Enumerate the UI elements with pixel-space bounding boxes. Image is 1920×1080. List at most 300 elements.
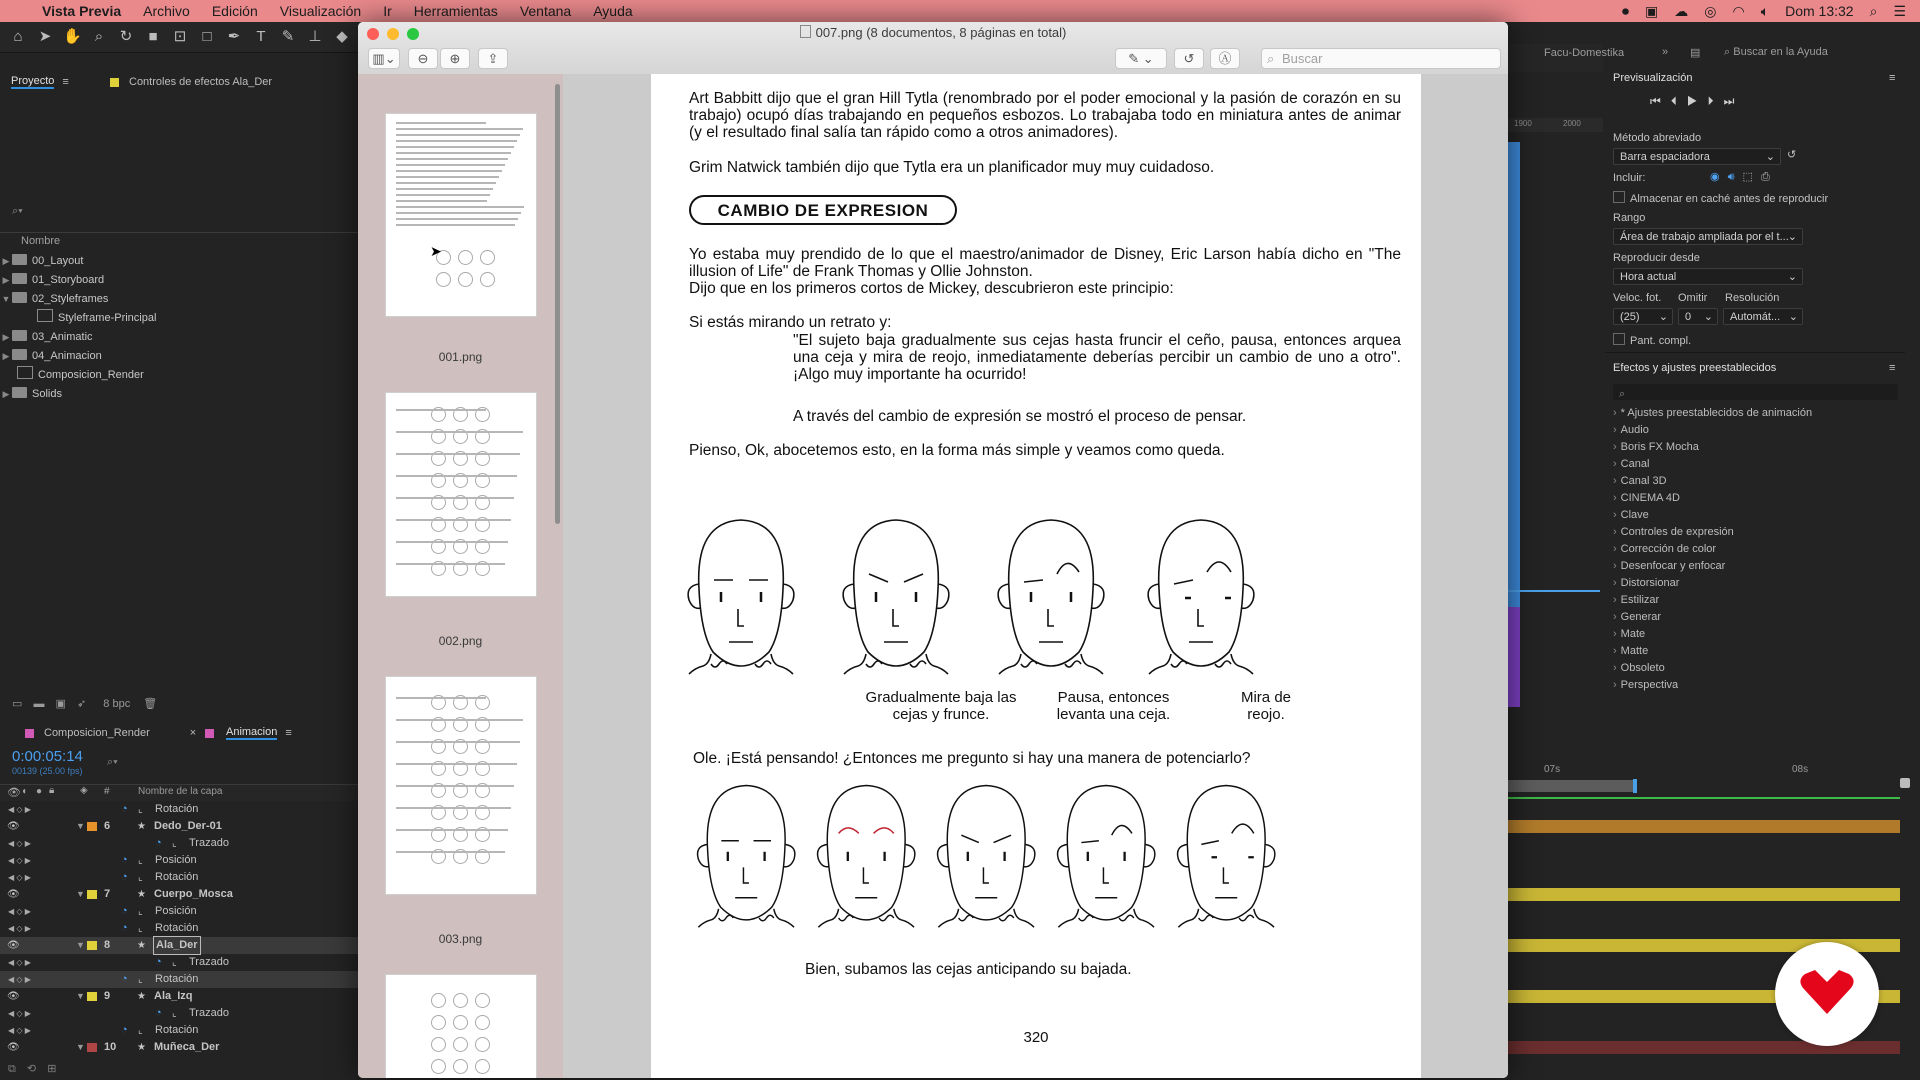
- graph-icon[interactable]: ⌞: [138, 923, 143, 934]
- markup-toolbar-button[interactable]: [1210, 48, 1240, 69]
- brush-tool-icon[interactable]: ✎: [281, 28, 295, 45]
- search-placeholder: Buscar: [1282, 51, 1323, 66]
- interpret-footage-icon[interactable]: ▭: [12, 698, 23, 710]
- effect-category[interactable]: [1613, 575, 1679, 592]
- checkbox[interactable]: [1613, 191, 1625, 203]
- layer-name[interactable]: Ala_Izq: [154, 990, 193, 1002]
- effect-category[interactable]: [1613, 660, 1665, 677]
- layer-row[interactable]: [0, 937, 358, 954]
- range-select[interactable]: [1613, 228, 1803, 245]
- text-line: [396, 763, 517, 765]
- text-line: [396, 697, 486, 699]
- comp-tab-render[interactable]: [25, 722, 196, 744]
- clock[interactable]: Dom 13:32: [1785, 3, 1854, 19]
- timeline-search-icon[interactable]: ⌕▾: [107, 756, 118, 768]
- hand-tool-icon[interactable]: ✋: [63, 28, 82, 45]
- work-area-bar[interactable]: [1508, 780, 1635, 792]
- menu-archivo[interactable]: Archivo: [143, 3, 190, 19]
- text-line: [396, 785, 514, 787]
- layer-name[interactable]: Muñeca_Der: [154, 1041, 220, 1053]
- zoom-out-button[interactable]: [408, 48, 438, 69]
- panel-menu-icon[interactable]: ≡: [1889, 362, 1896, 374]
- effect-category-label: Distorsionar: [1620, 577, 1680, 589]
- ae-tools-bar: [0, 22, 360, 53]
- fps-select[interactable]: [1613, 308, 1673, 325]
- layer-name[interactable]: Dedo_Der-01: [154, 820, 222, 832]
- graph-icon[interactable]: ⌞: [172, 838, 177, 849]
- face-sketch: [431, 1037, 446, 1052]
- effect-category[interactable]: [1613, 626, 1645, 643]
- export-icon[interactable]: ⎙: [1760, 171, 1778, 183]
- chevron-right-icon: ›: [1613, 475, 1617, 487]
- face-drawing: [1051, 780, 1161, 940]
- project-item[interactable]: ▶ Solids: [2, 388, 62, 400]
- search-icon: ⌕: [1267, 51, 1275, 66]
- layer-name-header[interactable]: Nombre de la capa: [138, 786, 223, 797]
- project-item-label: Solids: [32, 388, 62, 400]
- stopwatch-icon[interactable]: ◔: [121, 1024, 128, 1036]
- preview-panel-title: Previsualización: [1613, 72, 1693, 84]
- panel-menu-icon[interactable]: ≡: [285, 727, 292, 739]
- text-line: [396, 563, 505, 565]
- document-icon: [800, 25, 811, 38]
- zoom-in-button[interactable]: [440, 48, 470, 69]
- toggle-switches-icon[interactable]: ⟲: [26, 1063, 37, 1075]
- face-caption: Gradualmente baja las cejas y frunce.: [865, 689, 1017, 723]
- composition-icon: [17, 366, 33, 379]
- graph-icon[interactable]: ⌞: [138, 974, 143, 985]
- face-drawing: [811, 780, 921, 940]
- property-row[interactable]: [0, 852, 358, 869]
- keyframe-nav-icon[interactable]: ◀ ◇ ▶: [8, 1009, 31, 1018]
- property-row[interactable]: [0, 971, 358, 988]
- first-frame-icon[interactable]: ⏮: [1650, 94, 1671, 108]
- label-color-swatch[interactable]: [87, 992, 97, 1001]
- skip-select[interactable]: [1678, 308, 1718, 325]
- face-sketch: [453, 1059, 468, 1074]
- chevron-down-icon: ⌄: [1787, 231, 1797, 243]
- fps-label: Veloc. fot.: [1613, 292, 1662, 304]
- shape-layer-icon: ★: [137, 821, 146, 832]
- project-item[interactable]: ▼ 02_Styleframes: [1, 293, 109, 305]
- text-line: [396, 158, 508, 160]
- property-row[interactable]: [0, 1005, 358, 1022]
- property-row[interactable]: [0, 835, 358, 852]
- display-icon[interactable]: ▣: [1645, 2, 1659, 19]
- keyframe-nav-icon[interactable]: ◀ ◇ ▶: [8, 907, 31, 916]
- stopwatch-icon[interactable]: ◔: [155, 956, 162, 968]
- text-line: [396, 497, 514, 499]
- workspace-label[interactable]: Facu-Domestika: [1544, 47, 1625, 59]
- project-item-label: 03_Animatic: [32, 331, 93, 343]
- property-name: Posición: [155, 905, 197, 917]
- zoom-in-icon: ⊕: [449, 51, 461, 66]
- cache-label: Almacenar en caché antes de reproducir: [1630, 193, 1829, 205]
- project-item-label: Styleframe-Principal: [58, 312, 157, 324]
- graph-icon[interactable]: ⌞: [138, 804, 143, 815]
- property-name: Trazado: [189, 837, 229, 849]
- sync-icon[interactable]: ◎: [1704, 2, 1717, 19]
- help-search[interactable]: [1724, 46, 1828, 59]
- effects-search-input[interactable]: [1613, 384, 1898, 400]
- prev-frame-icon[interactable]: ⏴: [1670, 94, 1687, 108]
- stamp-tool-icon[interactable]: ⊥: [308, 28, 322, 45]
- text-line: [396, 218, 518, 220]
- face-drawing: [931, 780, 1041, 940]
- stopwatch-icon[interactable]: ◔: [121, 973, 128, 985]
- reset-icon[interactable]: ↺: [1787, 149, 1797, 161]
- pen-icon: ✎ ⌄: [1128, 51, 1154, 66]
- face-sketch: [480, 250, 495, 265]
- markup-button[interactable]: [1115, 48, 1167, 69]
- visibility-icon[interactable]: 👁︎: [7, 1042, 20, 1053]
- text-line: [396, 224, 515, 226]
- window-title-text: 007.png (8 documentos, 8 páginas en total): [815, 25, 1067, 40]
- creative-cloud-icon[interactable]: ☁: [1674, 2, 1689, 19]
- home-icon[interactable]: ⌂: [13, 28, 23, 45]
- menu-edicion[interactable]: Edición: [211, 3, 258, 19]
- notification-center-icon[interactable]: ☰: [1893, 2, 1906, 19]
- effect-category[interactable]: [1613, 473, 1667, 490]
- trash-icon[interactable]: 🗑︎: [143, 698, 158, 710]
- menubar: [0, 0, 1920, 22]
- layer-duration-bar[interactable]: [1505, 820, 1900, 833]
- sidebar-toggle-button[interactable]: [368, 48, 400, 69]
- keyframe-nav-icon[interactable]: ◀ ◇ ▶: [8, 856, 31, 865]
- face-sketch: [475, 1037, 490, 1052]
- visibility-icon[interactable]: 👁︎: [7, 787, 21, 799]
- property-name: Posición: [155, 854, 197, 866]
- time-mark: 07s: [1544, 764, 1561, 775]
- panel-menu-icon[interactable]: ≡: [62, 76, 69, 88]
- share-icon: ⇪: [487, 51, 499, 66]
- text-line: [396, 851, 505, 853]
- face-sketch: [431, 993, 446, 1008]
- text-line: [396, 829, 508, 831]
- property-row[interactable]: [0, 1022, 358, 1039]
- camera-tool-icon[interactable]: ■: [148, 28, 158, 45]
- comp-tab-label: Composicion_Render: [44, 727, 150, 739]
- render-time-icon[interactable]: ⊞: [47, 1063, 57, 1075]
- solo-icon[interactable]: ●: [36, 786, 43, 797]
- face-sketch: [475, 1015, 490, 1030]
- layer-number: 7: [104, 888, 111, 900]
- property-row[interactable]: [0, 954, 358, 971]
- chevron-right-icon: ›: [1613, 458, 1617, 470]
- chevron-right-icon: ›: [1613, 509, 1617, 521]
- pen-tool-icon[interactable]: ✒: [227, 28, 241, 45]
- video-icon[interactable]: ◉: [1710, 171, 1728, 183]
- text-line: [396, 475, 517, 477]
- face-caption: Mira de reojo.: [1240, 689, 1292, 723]
- face-sketch: [436, 272, 451, 287]
- property-row[interactable]: [0, 869, 358, 886]
- lock-icon[interactable]: 🔒︎: [49, 785, 55, 796]
- text-line: [396, 140, 517, 142]
- face-sketch: [453, 1015, 468, 1030]
- menu-herramientas[interactable]: Herramientas: [413, 3, 498, 19]
- timecode-display[interactable]: 0:00:05:14: [12, 748, 83, 765]
- stopwatch-icon[interactable]: ◔: [121, 854, 128, 866]
- shortcut-select[interactable]: [1613, 148, 1781, 165]
- effect-category[interactable]: [1613, 643, 1648, 660]
- current-time-indicator[interactable]: [1633, 779, 1637, 793]
- panel-menu-icon[interactable]: ≡: [1889, 72, 1896, 84]
- twirl-icon[interactable]: ▼: [76, 940, 85, 950]
- twirl-icon[interactable]: ▼: [76, 991, 85, 1001]
- effect-category[interactable]: [1613, 422, 1649, 439]
- pan-behind-icon[interactable]: ⊡: [173, 28, 187, 45]
- menu-visualizacion[interactable]: Visualización: [279, 3, 362, 19]
- stopwatch-icon[interactable]: ◔: [155, 1007, 162, 1019]
- property-row[interactable]: [0, 920, 358, 937]
- viewer-guide: [1508, 590, 1600, 592]
- effect-category-label: * Ajustes preestablecidos de animación: [1620, 407, 1813, 419]
- project-footer: [12, 697, 157, 710]
- include-toggles: [1710, 170, 1778, 184]
- effect-category[interactable]: [1613, 592, 1659, 609]
- volume-icon[interactable]: 🔈︎: [1760, 2, 1770, 19]
- new-comp-icon[interactable]: ▣: [55, 698, 66, 710]
- layer-number: 9: [104, 990, 111, 1002]
- layer-name[interactable]: Cuerpo_Mosca: [154, 888, 233, 900]
- name-column-header[interactable]: Nombre: [21, 235, 61, 247]
- fullscreen-checkbox[interactable]: [1613, 333, 1691, 347]
- graph-icon[interactable]: ⌞: [172, 957, 177, 968]
- rotate-tool-icon[interactable]: ↻: [119, 28, 133, 45]
- project-search-icon[interactable]: ⌕▾: [12, 205, 23, 217]
- time-ruler[interactable]: [1508, 762, 1900, 779]
- effects-controls-tab[interactable]: [110, 71, 272, 93]
- keyframe-nav-icon[interactable]: ◀ ◇ ▶: [8, 924, 31, 933]
- shortcut-label: Método abreviado: [1613, 132, 1702, 144]
- face-drawing: [691, 780, 801, 940]
- playback-controls: [1650, 94, 1744, 109]
- document-page: [651, 74, 1421, 1078]
- graph-icon[interactable]: ⌞: [172, 1008, 177, 1019]
- text-line: [396, 152, 511, 154]
- resolution-select[interactable]: [1723, 308, 1803, 325]
- share-button[interactable]: [478, 48, 508, 69]
- face-sketch: [480, 272, 495, 287]
- keyframe-nav-icon[interactable]: ◀ ◇ ▶: [8, 873, 31, 882]
- twirl-icon[interactable]: ▼: [76, 821, 85, 831]
- zoom-tool-icon[interactable]: ⌕: [94, 28, 104, 45]
- stopwatch-icon[interactable]: ◔: [121, 871, 128, 883]
- menu-app-name[interactable]: Vista Previa: [42, 3, 122, 19]
- face-sketch: [431, 1015, 446, 1030]
- effect-category-label: Canal 3D: [1620, 475, 1667, 487]
- window-title: [358, 25, 1508, 40]
- overlay-icon[interactable]: ⬚: [1742, 171, 1761, 183]
- quote: "El sujeto baja gradualmente sus cejas hasta fruncir el ceño, pausa, entonces arquea una ceja y mira de reojo, inmediatamente deberías percibir un cambio de uno a otro". ¡Algo muy importante ha ocurrido!: [793, 332, 1401, 383]
- chevron-right-icon: ›: [1613, 611, 1617, 623]
- visibility-icon[interactable]: 👁︎: [7, 940, 20, 951]
- graph-icon[interactable]: ⌞: [138, 872, 143, 883]
- sidebar-scrollbar[interactable]: [555, 84, 560, 524]
- keyframe-nav-icon[interactable]: ◀ ◇ ▶: [8, 1026, 31, 1035]
- layer-row[interactable]: [0, 886, 358, 903]
- next-frame-icon[interactable]: ⏵: [1707, 94, 1724, 108]
- paragraph: Pienso, Ok, abocetemos esto, en la forma más simple y veamos como queda.: [689, 442, 1225, 459]
- twirl-icon[interactable]: ▼: [76, 1042, 85, 1052]
- face-caption: Pausa, entonces levanta una ceja.: [1056, 689, 1171, 723]
- close-icon[interactable]: ×: [189, 727, 197, 739]
- play-icon[interactable]: ▶: [1686, 94, 1708, 108]
- project-item-label: Composicion_Render: [38, 369, 144, 381]
- project-item[interactable]: [0, 366, 356, 385]
- chevron-down-icon: ⌄: [1703, 311, 1713, 323]
- fullscreen-label: Pant. compl.: [1630, 335, 1692, 347]
- effect-category[interactable]: [1613, 507, 1649, 524]
- visibility-icon[interactable]: 👁︎: [7, 991, 20, 1002]
- effect-category[interactable]: [1613, 609, 1661, 626]
- project-item-label: 00_Layout: [32, 255, 84, 267]
- graph-icon[interactable]: ⌞: [138, 855, 143, 866]
- audio-icon[interactable]: ◖: [21, 786, 28, 797]
- label-color-swatch[interactable]: [87, 941, 97, 950]
- property-row[interactable]: [0, 801, 358, 818]
- new-folder-icon[interactable]: ▬: [33, 698, 45, 710]
- record-icon[interactable]: ⏺: [1622, 2, 1630, 19]
- stopwatch-icon[interactable]: ◔: [121, 803, 128, 815]
- composition-viewer-purple: [1508, 607, 1520, 707]
- property-name: Rotación: [155, 803, 199, 815]
- bpc-label[interactable]: 8 bpc: [103, 698, 131, 710]
- effect-category-label: Obsoleto: [1620, 662, 1665, 674]
- rectangle-tool-icon[interactable]: □: [202, 28, 212, 45]
- text-line: [396, 807, 511, 809]
- layer-row[interactable]: [0, 818, 358, 835]
- timeline-zoom-handle[interactable]: [1900, 778, 1910, 788]
- menu-ir[interactable]: Ir: [383, 3, 392, 19]
- skip-value: 0: [1685, 311, 1692, 323]
- shape-layer-icon: ★: [137, 1042, 146, 1053]
- graph-icon[interactable]: ⌞: [138, 1025, 143, 1036]
- stopwatch-icon[interactable]: ◔: [121, 922, 128, 934]
- effect-category[interactable]: [1613, 541, 1716, 558]
- wifi-icon[interactable]: ◠: [1732, 2, 1745, 19]
- project-item[interactable]: ▶ 01_Storyboard: [2, 274, 105, 286]
- chevron-right-icon: ›: [1613, 645, 1617, 657]
- rotate-button[interactable]: [1174, 48, 1204, 69]
- text-line: [396, 453, 520, 455]
- effect-category-label: Matte: [1620, 645, 1649, 657]
- thumbnail-label: 001.png: [438, 350, 483, 364]
- paragraph: Art Babbitt dijo que el gran Hill Tytla (renombrado por el poder emocional y la pasión de corazón en su trabajo) ocupó días trabajando en pequeños esbozos. Lo trabajaba todo en miniatura antes de animar (y el resultado final salía tan rápido como a otros animadores).: [689, 90, 1401, 141]
- layer-number: 10: [104, 1041, 117, 1053]
- graph-icon[interactable]: ⌞: [138, 906, 143, 917]
- project-item[interactable]: ▶ 03_Animatic: [2, 331, 93, 343]
- render-icon[interactable]: ➶: [77, 698, 87, 710]
- project-tab[interactable]: [11, 71, 69, 93]
- search-input[interactable]: [1261, 48, 1501, 69]
- project-item[interactable]: ▶ 00_Layout: [2, 255, 84, 267]
- chevron-right-icon: ›: [1613, 492, 1617, 504]
- workspace-panel-icon[interactable]: ▤: [1690, 47, 1701, 59]
- text-line: [396, 719, 523, 721]
- stopwatch-icon[interactable]: ◔: [121, 905, 128, 917]
- label-color-swatch[interactable]: [87, 822, 97, 831]
- label-icon[interactable]: ◈: [80, 785, 88, 796]
- face-drawing: [681, 514, 801, 688]
- layer-name[interactable]: Ala_Der: [154, 937, 200, 954]
- spotlight-icon[interactable]: ⌕: [1869, 2, 1878, 19]
- eraser-tool-icon[interactable]: ◆: [336, 28, 348, 45]
- visibility-icon[interactable]: 👁︎: [7, 821, 20, 832]
- last-frame-icon[interactable]: ⏭: [1723, 94, 1745, 108]
- project-item[interactable]: [0, 309, 356, 328]
- keyframe-nav-icon[interactable]: ◀ ◇ ▶: [8, 975, 31, 984]
- play-from-select[interactable]: [1613, 268, 1803, 285]
- project-item-label: 02_Styleframes: [32, 293, 109, 305]
- layer-number: 8: [104, 939, 111, 951]
- project-tab-label: Proyecto: [11, 75, 55, 87]
- effect-category[interactable]: [1613, 524, 1734, 541]
- comp-flowchart-icon[interactable]: ⧉: [8, 1063, 16, 1075]
- chevron-down-icon: ⌄: [1658, 311, 1668, 323]
- menu-ayuda[interactable]: Ayuda: [593, 3, 633, 19]
- menubar-status-area: [1614, 0, 1920, 22]
- chevron-down-icon: ⌄: [1787, 271, 1797, 283]
- effect-category[interactable]: [1613, 456, 1649, 473]
- project-item[interactable]: ▶ 04_Animacion: [2, 350, 102, 362]
- property-row[interactable]: [0, 903, 358, 920]
- thumbnail-001[interactable]: [385, 113, 537, 317]
- layer-row[interactable]: [0, 988, 358, 1005]
- thumbnail-002[interactable]: [385, 392, 537, 597]
- effect-category[interactable]: [1613, 558, 1725, 575]
- chevron-down-icon: ⌄: [1765, 151, 1775, 163]
- layer-header-row: [0, 784, 358, 801]
- effect-category[interactable]: [1613, 405, 1812, 422]
- effect-category[interactable]: [1613, 677, 1678, 694]
- comp-tab-animacion[interactable]: [205, 722, 292, 744]
- more-workspaces-icon[interactable]: »: [1662, 46, 1669, 58]
- cache-checkbox[interactable]: [1613, 191, 1828, 205]
- checkbox[interactable]: [1613, 333, 1625, 345]
- label-color-swatch[interactable]: [87, 890, 97, 899]
- cache-bar: [1508, 797, 1900, 799]
- skip-label: Omitir: [1678, 292, 1708, 304]
- divider: [1605, 352, 1905, 353]
- twirl-icon[interactable]: ▼: [76, 889, 85, 899]
- keyframe-nav-icon[interactable]: ◀ ◇ ▶: [8, 958, 31, 967]
- keyframe-nav-icon[interactable]: ◀ ◇ ▶: [8, 839, 31, 848]
- effect-category[interactable]: [1613, 490, 1680, 507]
- effect-category[interactable]: [1613, 439, 1699, 456]
- stopwatch-icon[interactable]: ◔: [155, 837, 162, 849]
- layer-duration-bar[interactable]: [1505, 888, 1900, 901]
- menu-ventana[interactable]: Ventana: [519, 3, 572, 19]
- thumbnail-003[interactable]: [385, 676, 537, 895]
- text-line: [396, 409, 486, 411]
- audio-icon[interactable]: 🔊︎: [1727, 171, 1743, 183]
- selection-tool-icon[interactable]: ➤: [38, 28, 52, 45]
- composition-icon: [37, 309, 53, 322]
- label-color-swatch[interactable]: [87, 1043, 97, 1052]
- layer-row[interactable]: [0, 1039, 358, 1056]
- shape-layer-icon: ★: [137, 889, 146, 900]
- chevron-down-icon: ⌄: [1788, 311, 1798, 323]
- mouse-cursor-icon: ➤: [430, 243, 442, 259]
- preview-window: [358, 22, 1508, 1078]
- effect-category-label: Clave: [1620, 509, 1649, 521]
- visibility-icon[interactable]: 👁︎: [7, 889, 20, 900]
- text-tool-icon[interactable]: T: [256, 28, 266, 45]
- keyframe-nav-icon[interactable]: ◀ ◇ ▶: [8, 805, 31, 814]
- thumbnail-004[interactable]: [385, 974, 537, 1078]
